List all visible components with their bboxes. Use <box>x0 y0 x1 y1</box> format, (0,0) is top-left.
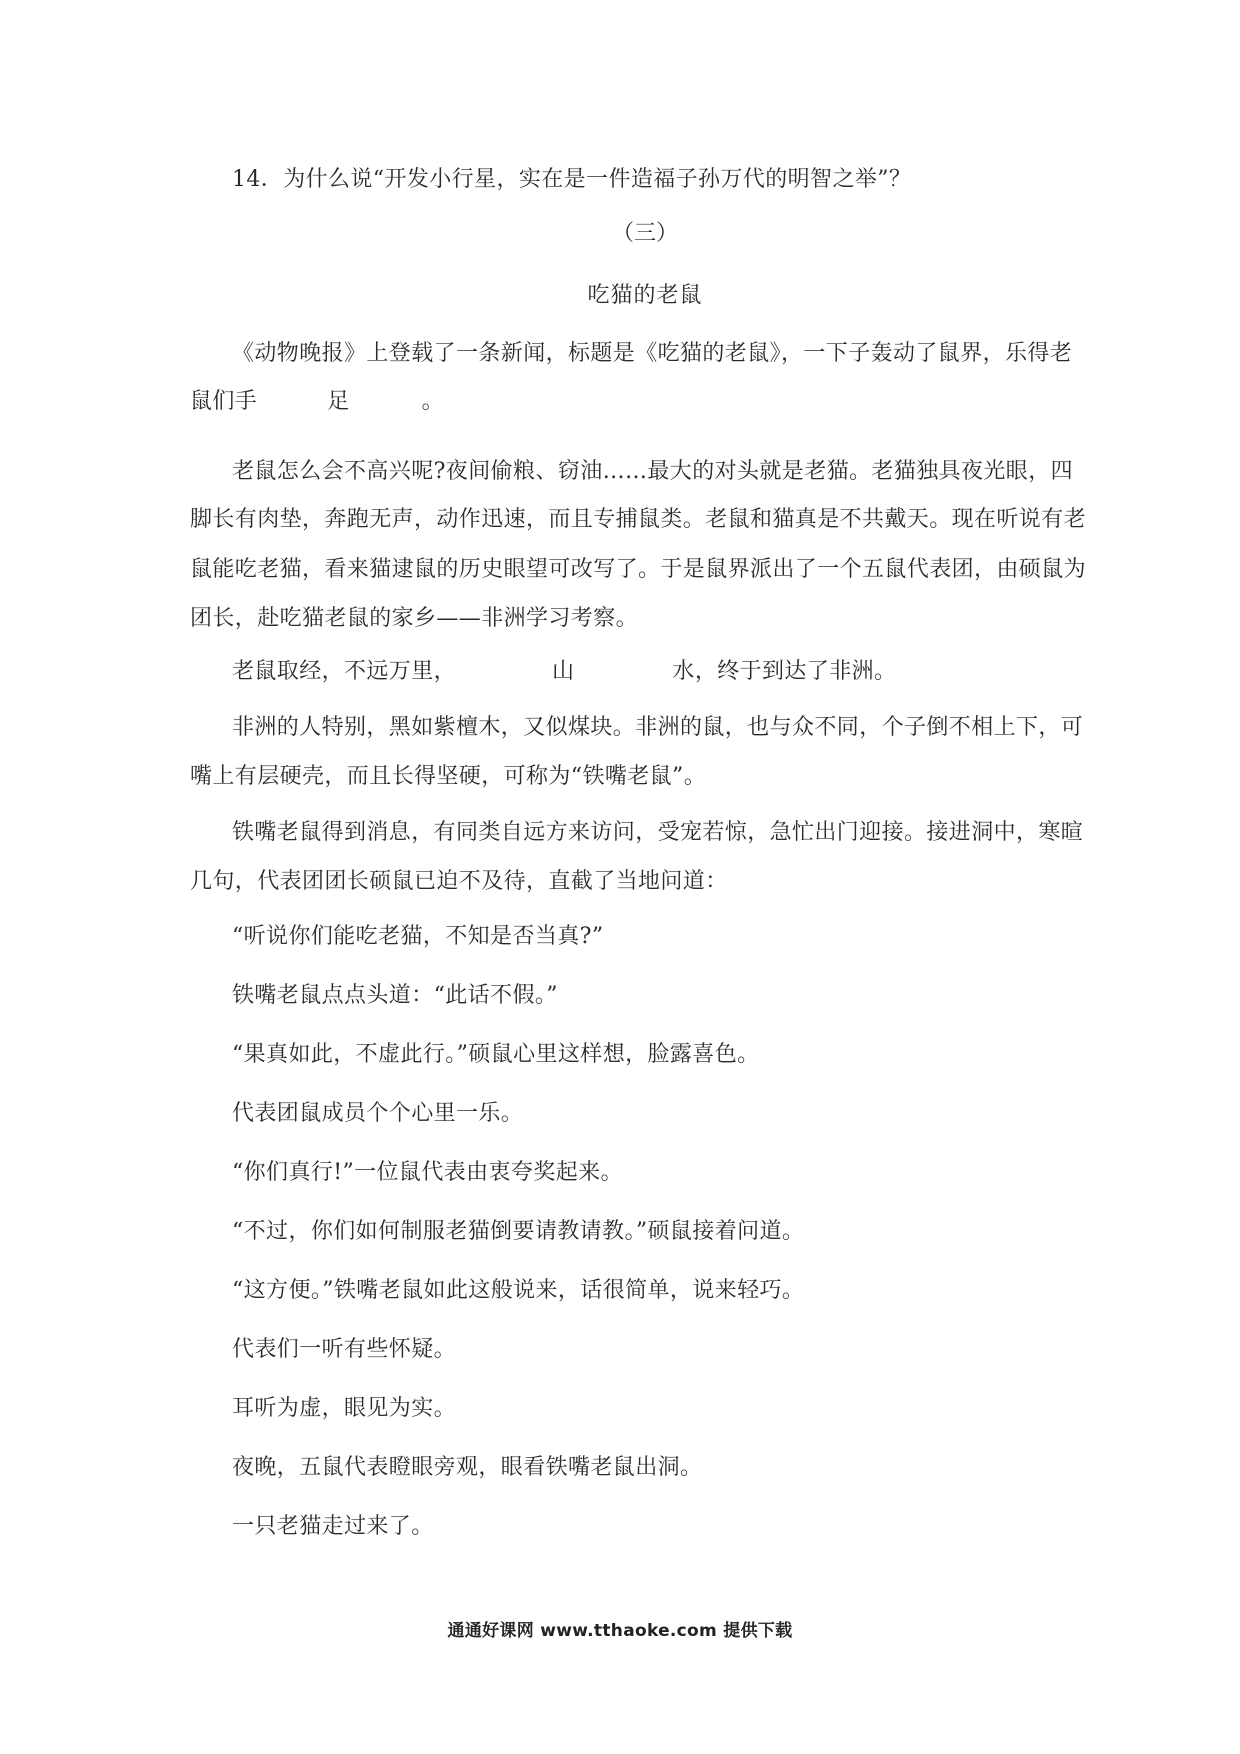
text-fragment: 水，终于到达了非洲。 <box>672 659 897 684</box>
paragraph-6: “听说你们能吃老猫，不知是否当真?” <box>232 924 604 949</box>
paragraph-13: 代表们一听有些怀疑。 <box>232 1337 457 1362</box>
paragraph-2-line-2: 脚长有肉垫，奔跑无声，动作迅速，而且专捕鼠类。老鼠和猫真是不共戴天。现在听说有老 <box>190 507 1087 532</box>
text-fragment: 足 <box>327 389 350 414</box>
question-14: 14．为什么说“开发小行星，实在是一件造福子孙万代的明智之举”？ <box>232 167 912 192</box>
paragraph-5-line-2: 几句，代表团团长硕鼠已迫不及待，直截了当地问道： <box>190 869 728 894</box>
paragraph-9: 代表团鼠成员个个心里一乐。 <box>232 1101 524 1126</box>
paragraph-3 <box>232 657 896 687</box>
paragraph-10: “你们真行!”一位鼠代表由衷夸奖起来。 <box>232 1160 623 1185</box>
paragraph-1-line-1: 《动物晚报》上登载了一条新闻，标题是《吃猫的老鼠》，一下子轰动了鼠界，乐得老 <box>232 341 1073 366</box>
text-fragment: 老鼠取经，不远万里， <box>232 659 457 684</box>
text-fragment: 。 <box>421 389 445 414</box>
paragraph-11: “不过，你们如何制服老猫倒要请教请教。”硕鼠接着问道。 <box>232 1219 805 1244</box>
paragraph-2-line-4: 团长，赴吃猫老鼠的家乡——非洲学习考察。 <box>190 606 639 631</box>
paragraph-16: 一只老猫走过来了。 <box>232 1514 434 1539</box>
paragraph-5-line-1: 铁嘴老鼠得到消息，有同类自远方来访问，受宠若惊，急忙出门迎接。接进洞中，寒暄 <box>232 820 1084 845</box>
paragraph-15: 夜晚，五鼠代表瞪眼旁观，眼看铁嘴老鼠出洞。 <box>232 1455 703 1480</box>
paragraph-7: 铁嘴老鼠点点头道：“此话不假。” <box>232 983 558 1008</box>
text-fragment: 山 <box>552 659 575 684</box>
paragraph-4-line-2: 嘴上有层硬壳，而且长得坚硬，可称为“铁嘴老鼠”。 <box>190 764 707 789</box>
paragraph-2-line-1: 老鼠怎么会不高兴呢?夜间偷粮、窃油……最大的对头就是老猫。老猫独具夜光眼，四 <box>232 459 1073 484</box>
text-fragment: 鼠们手 <box>190 389 258 414</box>
paragraph-4-line-1: 非洲的人特别，黑如紫檀木，又似煤块。非洲的鼠，也与众不同，个子倒不相上下，可 <box>232 715 1084 740</box>
paragraph-14: 耳听为虚，眼见为实。 <box>232 1396 457 1421</box>
story-title: 吃猫的老鼠 <box>587 283 703 308</box>
paragraph-8: “果真如此，不虚此行。”硕鼠心里这样想，脸露喜色。 <box>232 1042 760 1067</box>
paragraph-12: “这方便。”铁嘴老鼠如此这般说来，话很简单，说来轻巧。 <box>232 1278 805 1303</box>
paragraph-1-line-2 <box>190 387 444 417</box>
page-footer: 通通好课网 www.tthaoke.com 提供下载 <box>447 1621 793 1641</box>
paragraph-2-line-3: 鼠能吃老猫，看来猫逮鼠的历史眼望可改写了。于是鼠界派出了一个五鼠代表团，由硕鼠为 <box>190 557 1087 582</box>
section-number: （三） <box>611 221 678 246</box>
